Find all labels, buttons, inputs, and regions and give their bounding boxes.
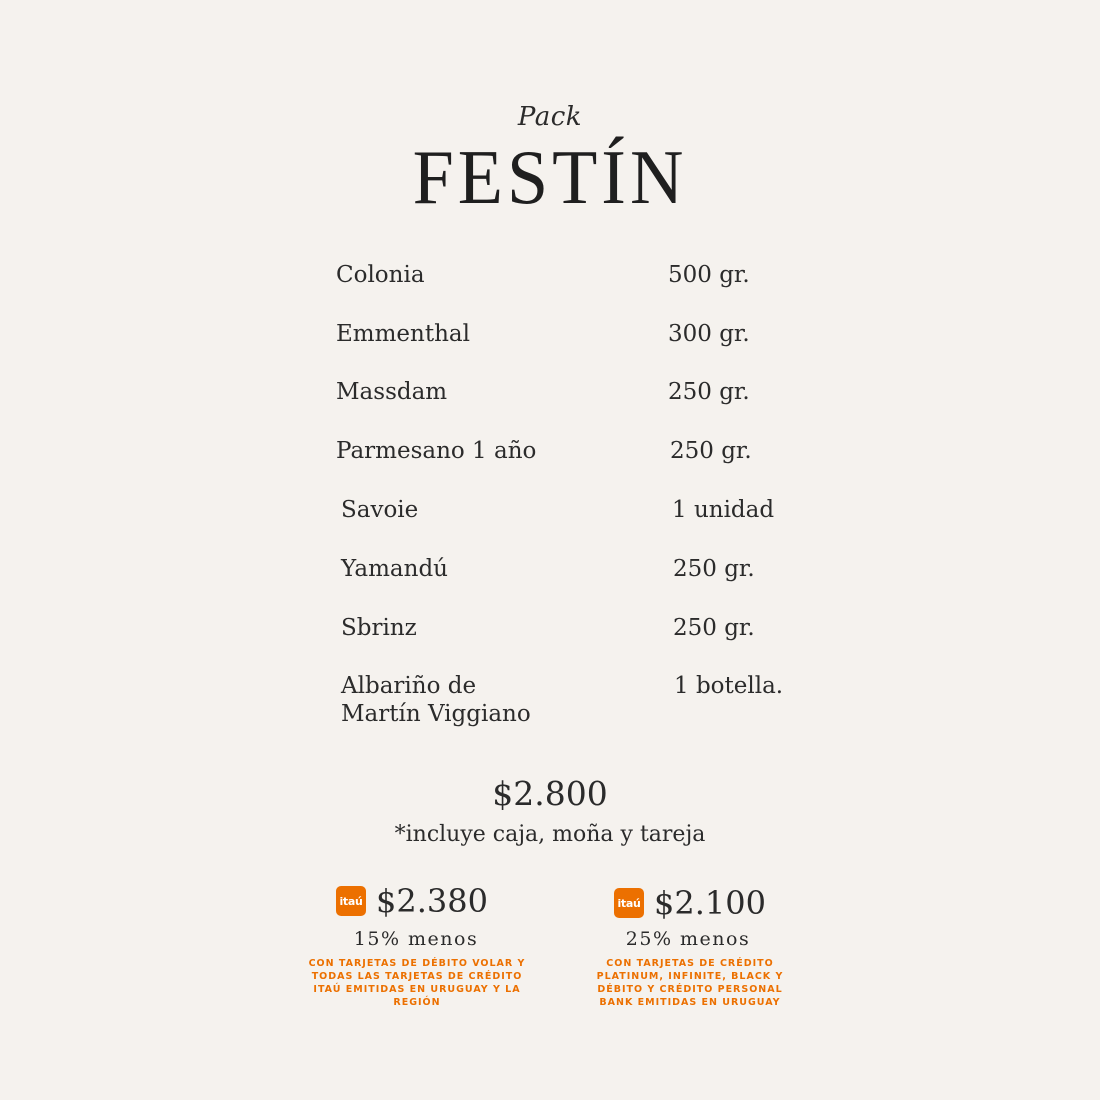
item-name-line2: Martín Viggiano: [341, 701, 531, 727]
offer-discount: 15% menos: [353, 928, 479, 950]
offer-price: $2.380: [376, 882, 488, 920]
item-quantity: 1 botella.: [674, 673, 784, 699]
item-quantity: 1 unidad: [672, 497, 775, 523]
pack-title: FESTÍN: [412, 134, 688, 222]
item-name: Emmenthal: [336, 321, 470, 347]
item-name: Massdam: [336, 379, 448, 405]
item-name: Colonia: [336, 262, 425, 288]
offer-price-row: [614, 884, 766, 922]
item-quantity: 300 gr.: [668, 321, 750, 347]
offer-price-row: [336, 882, 488, 920]
item-quantity: 250 gr.: [673, 556, 755, 582]
item-quantity: 500 gr.: [668, 262, 750, 288]
offer-terms: CON TARJETAS DE CRÉDITO PLATINUM, INFINITE, BLACK Y DÉBITO Y CRÉDITO PERSONAL BANK EMITIDAS EN URUGUAY: [596, 958, 784, 1008]
offer-discount: 25% menos: [625, 928, 751, 950]
item-quantity: 250 gr.: [670, 438, 752, 464]
item-quantity: 250 gr.: [668, 379, 750, 405]
offer-price: $2.100: [654, 884, 766, 922]
item-name: Savoie: [341, 497, 419, 523]
item-name: Parmesano 1 año: [336, 438, 537, 464]
offer-terms: CON TARJETAS DE DÉBITO VOLAR Y TODAS LAS TARJETAS DE CRÉDITO ITAÚ EMITIDAS EN URUGUAY Y LA REGIÓN: [308, 958, 526, 1008]
price-note: *incluye caja, moña y tareja: [394, 822, 706, 847]
item-name: Sbrinz: [341, 615, 417, 641]
item-name: Yamandú: [341, 556, 448, 582]
item-quantity: 250 gr.: [673, 615, 755, 641]
pack-price: $2.800: [492, 774, 608, 813]
pack-label: Pack: [517, 102, 583, 132]
itau-logo-icon: itaú: [336, 886, 366, 916]
item-name-line1: Albariño de: [341, 673, 477, 699]
itau-logo-icon: itaú: [614, 888, 644, 918]
